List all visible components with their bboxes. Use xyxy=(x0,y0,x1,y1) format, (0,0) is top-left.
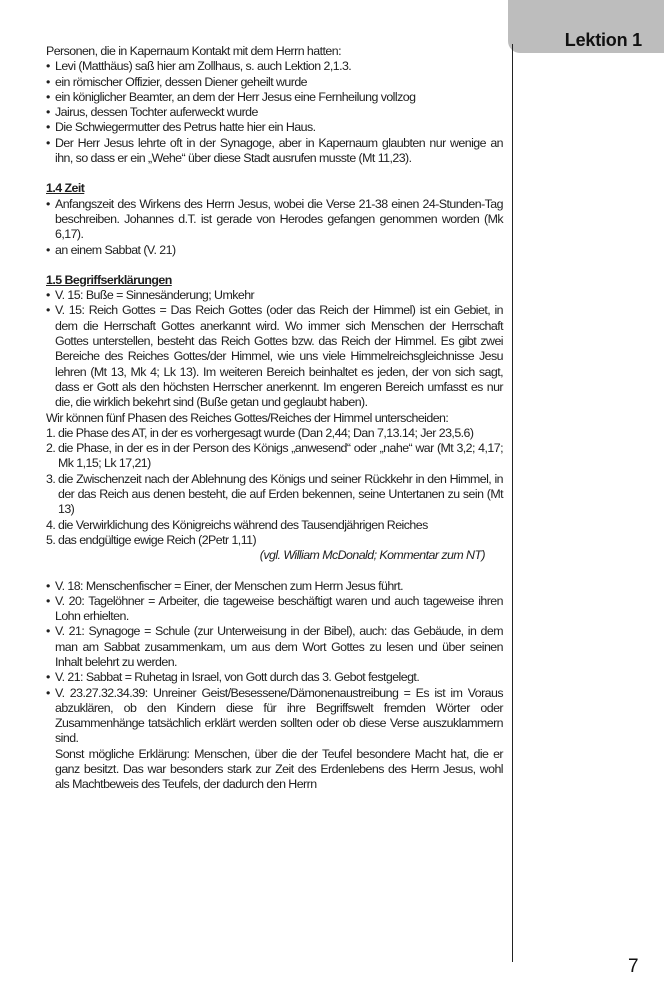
list-item: • V. 15: Reich Gottes = Das Reich Gottes (oder das Reich der Himmel) ist ein Gebiet, in dem die Herrschaft Gottes anerkannt wird. Wo immer sich Menschen der Herrschaft Gottes unterstellen, besteht das Reich Gottes bzw. das Reich der Himmel. Es gibt zwei Bereiche des Reiches Gottes/der Himmel, wie uns viele Himmelreichsgleichnisse Jesu lehren (Mt 13, Mk 4; Lk 13). Im weiteren Bereich beinhaltet es jeden, der von sich sagt, dass er Gott als den höchsten Herrscher anerkennt. Im engeren Bereich umfasst es nur die, die wirklich bekehrt sind (Buße getan und geglaubt haben). xyxy=(46,303,503,410)
list-item xyxy=(46,441,503,472)
phases-list xyxy=(46,426,503,548)
citation: (vgl. William McDonald; Kommentar zum NT) xyxy=(259,548,485,563)
phase-text: die Phase des AT, in der es vorhergesagt wurde (Dan 2,44; Dan 7,13.14; Jer 23,5.6) xyxy=(58,425,474,440)
zeit-list xyxy=(46,197,503,258)
lesson-tab xyxy=(508,0,664,53)
phase-number: 5. xyxy=(46,532,56,547)
list-item: • Levi (Matthäus) saß hier am Zollhaus, s. auch Lektion 2,1.3. xyxy=(46,59,503,74)
continuation-paragraph: Sonst mögliche Erklärung: Menschen, über die der Teufel besondere Macht hat, die er ganz besitzt. Das war besonders stark zur Zeit des Erdenlebens des Herrn Jesus, wohl als Machtbeweis des Teufels, der dadurch den Herrn xyxy=(55,746,503,792)
phase-text: die Phase, in der es in der Person des Königs „anwesend“ oder „nahe“ war (Mt 3,2; 4,17; Mk 1,15; Lk 17,21) xyxy=(58,441,503,471)
list-item: • ein römischer Offizier, dessen Diener geheilt wurde xyxy=(46,75,503,90)
phase-text: die Zwischenzeit nach der Ablehnung des Königs und seiner Rückkehr in den Himmel, in der das Reich aus denen besteht, die auf Erden bekennen, seine Untertanen zu sein (Mt 13) xyxy=(58,471,503,517)
phase-number: 2. xyxy=(46,441,56,456)
phase-number: 3. xyxy=(46,471,56,486)
spacer xyxy=(46,564,503,579)
list-item xyxy=(46,518,503,533)
page-content xyxy=(46,44,503,793)
begriffe-list-a xyxy=(46,288,503,410)
list-item: • Anfangszeit des Wirkens des Herrn Jesus, wobei die Verse 21-38 einen 24-Stunden-Tag beschreiben. Johannes d.T. ist gerade von Herodes gefangen genommen worden (Mk 6,17). xyxy=(46,197,503,243)
list-item xyxy=(46,533,503,548)
list-item: • V. 23.27.32.34.39: Unreiner Geist/Besessene/Dämonenaustreibung = Es ist im Voraus abzuklären, ob den Kindern diese für ihre Begriffswelt fremden Wörter oder Zusammenhänge tatsächlich erklärt werden sollten oder ob diese Verse auszuklammern sind. xyxy=(46,686,503,747)
section-heading-begriffe: 1.5 Begriffserklärungen xyxy=(46,272,172,287)
list-item: • an einem Sabbat (V. 21) xyxy=(46,243,503,258)
list-item: • V. 15: Buße = Sinnesänderung; Umkehr xyxy=(46,288,503,303)
list-item: • V. 18: Menschenfischer = Einer, der Menschen zum Herrn Jesus führt. xyxy=(46,579,503,594)
persons-list xyxy=(46,59,503,166)
list-item: • Die Schwiegermutter des Petrus hatte hier ein Haus. xyxy=(46,120,503,135)
list-item xyxy=(46,426,503,441)
phases-intro: Wir können fünf Phasen des Reiches Gottes/Reiches der Himmel unterscheiden: xyxy=(46,410,449,425)
list-item: • V. 20: Tagelöhner = Arbeiter, die tageweise beschäftigt waren und auch tageweise ihren Lohn erhielten. xyxy=(46,594,503,625)
begriffe-list-b xyxy=(46,579,503,747)
list-item: • V. 21: Synagoge = Schule (zur Unterweisung in der Bibel), auch: das Gebäude, in dem man am Sabbat zusammenkam, um aus dem Wort Gottes zu lesen und über seinen Inhalt belehrt zu werden. xyxy=(46,624,503,670)
list-item: • Jairus, dessen Tochter auferweckt wurde xyxy=(46,105,503,120)
list-item: • Der Herr Jesus lehrte oft in der Synagoge, aber in Kapernaum glaubten nur wenige an ihn, so dass er ein „Wehe“ über diese Stadt ausrufen musste (Mt 11,23). xyxy=(46,136,503,167)
section-heading-zeit: 1.4 Zeit xyxy=(46,181,85,196)
persons-intro: Personen, die in Kapernaum Kontakt mit dem Herrn hatten: xyxy=(46,44,341,58)
list-item: • ein königlicher Beamter, an dem der Herr Jesus eine Fernheilung vollzog xyxy=(46,90,503,105)
list-item xyxy=(46,472,503,518)
phase-text: das endgültige ewige Reich (2Petr 1,11) xyxy=(58,532,257,547)
phase-text: die Verwirklichung des Königreichs während des Tausendjährigen Reiches xyxy=(58,517,428,532)
lesson-tab-label: Lektion 1 xyxy=(564,30,642,50)
list-item: • V. 21: Sabbat = Ruhetag in Israel, von Gott durch das 3. Gebot festgelegt. xyxy=(46,670,503,685)
page-number: 7 xyxy=(628,956,639,977)
phase-number: 1. xyxy=(46,425,56,440)
margin-rule xyxy=(512,44,513,962)
phase-number: 4. xyxy=(46,517,56,532)
